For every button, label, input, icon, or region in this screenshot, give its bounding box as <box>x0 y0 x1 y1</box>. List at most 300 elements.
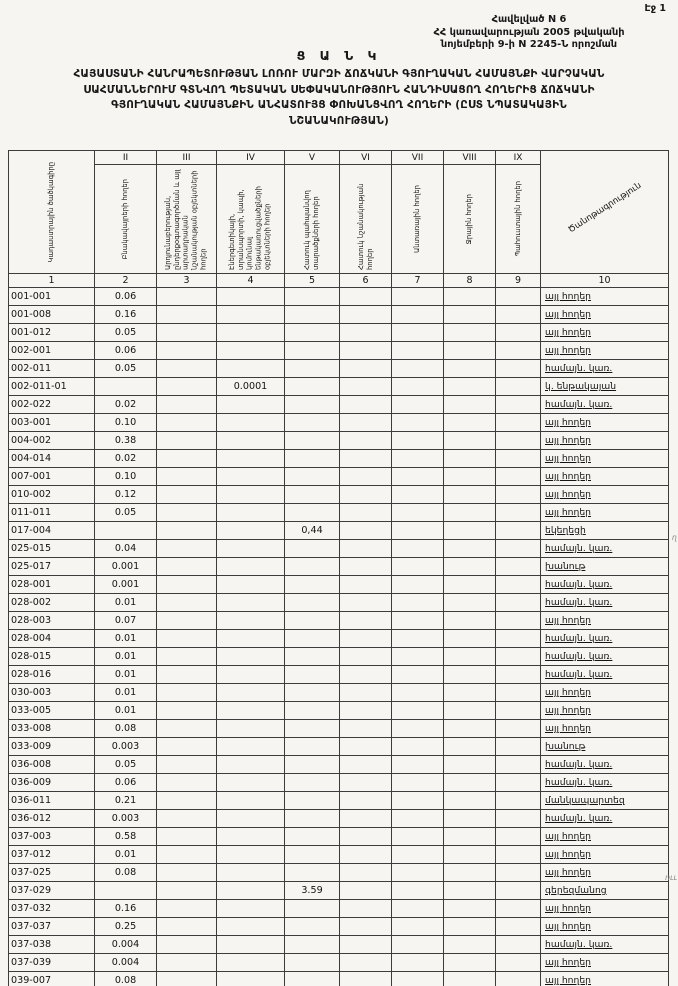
protected-land-value-cell <box>285 846 340 864</box>
table-row <box>9 792 669 810</box>
roman-numeral: II <box>95 151 157 165</box>
forest-land-value-cell <box>392 918 444 936</box>
reserve-land-value-cell <box>496 810 541 828</box>
water-land-value-cell <box>444 432 496 450</box>
table-row <box>9 594 669 612</box>
industrial-land-value-cell <box>157 738 217 756</box>
settlement-land-value-cell: 0.02 <box>95 396 157 414</box>
forest-land-value-cell <box>392 288 444 306</box>
industrial-land-value-cell <box>157 414 217 432</box>
forest-land-value-cell <box>392 396 444 414</box>
header-special-purpose-lands <box>340 165 392 274</box>
special-land-value-cell <box>340 720 392 738</box>
header-cadastral-code <box>9 151 95 274</box>
protected-land-value-cell <box>285 540 340 558</box>
industrial-land-value-cell <box>157 972 217 986</box>
forest-land-value-cell <box>392 486 444 504</box>
industrial-land-value-cell <box>157 612 217 630</box>
reserve-land-value-cell <box>496 900 541 918</box>
forest-land-value-cell <box>392 540 444 558</box>
special-land-value-cell <box>340 918 392 936</box>
special-land-value-cell <box>340 396 392 414</box>
protected-land-value-cell <box>285 666 340 684</box>
protected-land-value-cell <box>285 918 340 936</box>
forest-land-value-cell <box>392 306 444 324</box>
water-land-value-cell <box>444 378 496 396</box>
settlement-land-value-cell: 0.16 <box>95 306 157 324</box>
industrial-land-value-cell <box>157 720 217 738</box>
cadastral-code-cell: 028-016 <box>9 666 95 684</box>
table-row <box>9 702 669 720</box>
cadastral-code-cell: 025-015 <box>9 540 95 558</box>
settlement-land-value-cell: 0.06 <box>95 288 157 306</box>
note-cell: այլ հողեր <box>541 342 669 360</box>
energy-land-value-cell <box>217 342 285 360</box>
settlement-land-value-cell: 0.05 <box>95 360 157 378</box>
industrial-land-value-cell <box>157 684 217 702</box>
settlement-land-value-cell: 0.06 <box>95 342 157 360</box>
cadastral-code-cell: 039-007 <box>9 972 95 986</box>
forest-land-value-cell <box>392 522 444 540</box>
industrial-land-value-cell <box>157 342 217 360</box>
forest-land-value-cell <box>392 558 444 576</box>
cadastral-code-cell: 037-025 <box>9 864 95 882</box>
special-land-value-cell <box>340 738 392 756</box>
table-row <box>9 504 669 522</box>
industrial-land-value-cell <box>157 360 217 378</box>
water-land-value-cell <box>444 468 496 486</box>
water-land-value-cell <box>444 396 496 414</box>
special-land-value-cell <box>340 756 392 774</box>
handwritten-margin-mark: ոււ <box>664 873 677 882</box>
appendix-line: նոյեմբերի 9-ի N 2245-Ն որոշման <box>440 39 618 51</box>
special-land-value-cell <box>340 864 392 882</box>
water-land-value-cell <box>444 558 496 576</box>
industrial-land-value-cell <box>157 450 217 468</box>
protected-land-value-cell <box>285 360 340 378</box>
forest-land-value-cell <box>392 684 444 702</box>
heading-line: ՆՇԱՆԱԿՈՒԹՅԱՆ) <box>289 114 389 127</box>
note-cell: այլ հողեր <box>541 414 669 432</box>
special-land-value-cell <box>340 630 392 648</box>
roman-numeral: VI <box>340 151 392 165</box>
water-land-value-cell <box>444 900 496 918</box>
energy-land-value-cell <box>217 612 285 630</box>
settlement-land-value-cell: 0.10 <box>95 414 157 432</box>
table-row <box>9 882 669 900</box>
appendix-line: ՀՀ կառավարության 2005 թվականի <box>433 26 625 38</box>
reserve-land-value-cell <box>496 792 541 810</box>
reserve-land-value-cell <box>496 684 541 702</box>
protected-land-value-cell <box>285 558 340 576</box>
settlement-land-value-cell: 0.01 <box>95 594 157 612</box>
forest-land-value-cell <box>392 360 444 378</box>
water-land-value-cell <box>444 630 496 648</box>
reserve-land-value-cell <box>496 324 541 342</box>
energy-land-value-cell <box>217 846 285 864</box>
water-land-value-cell <box>444 882 496 900</box>
reserve-land-value-cell <box>496 306 541 324</box>
column-number: 6 <box>340 274 392 288</box>
note-cell: այլ հողեր <box>541 432 669 450</box>
special-land-value-cell <box>340 702 392 720</box>
cadastral-code-cell: 002-011 <box>9 360 95 378</box>
appendix-reference <box>388 14 670 52</box>
energy-land-value-cell <box>217 522 285 540</box>
cadastral-code-cell: 033-008 <box>9 720 95 738</box>
handwritten-margin-mark: ղ <box>671 533 677 542</box>
table-row <box>9 612 669 630</box>
settlement-land-value-cell: 0.01 <box>95 846 157 864</box>
water-land-value-cell <box>444 504 496 522</box>
cadastral-code-cell: 033-009 <box>9 738 95 756</box>
forest-land-value-cell <box>392 900 444 918</box>
industrial-land-value-cell <box>157 648 217 666</box>
table-row <box>9 432 669 450</box>
water-land-value-cell <box>444 342 496 360</box>
reserve-land-value-cell <box>496 522 541 540</box>
cadastral-code-cell: 037-032 <box>9 900 95 918</box>
cadastral-code-cell: 030-003 <box>9 684 95 702</box>
energy-land-value-cell <box>217 504 285 522</box>
energy-land-value-cell <box>217 738 285 756</box>
water-land-value-cell <box>444 288 496 306</box>
energy-land-value-cell <box>217 432 285 450</box>
forest-land-value-cell <box>392 324 444 342</box>
note-cell: կ. ենթակայան <box>541 378 669 396</box>
reserve-land-value-cell <box>496 648 541 666</box>
table-row <box>9 864 669 882</box>
protected-land-value-cell <box>285 720 340 738</box>
protected-land-value-cell <box>285 324 340 342</box>
industrial-land-value-cell <box>157 846 217 864</box>
settlement-land-value-cell: 0.01 <box>95 666 157 684</box>
table-row <box>9 486 669 504</box>
special-land-value-cell <box>340 828 392 846</box>
water-land-value-cell <box>444 612 496 630</box>
cadastral-code-cell: 037-038 <box>9 936 95 954</box>
table-row <box>9 522 669 540</box>
special-land-value-cell <box>340 954 392 972</box>
note-cell: համայն. կառ. <box>541 774 669 792</box>
protected-land-value-cell <box>285 972 340 986</box>
table-row <box>9 684 669 702</box>
table-row <box>9 972 669 986</box>
cadastral-code-cell: 002-022 <box>9 396 95 414</box>
note-cell: այլ հողեր <box>541 504 669 522</box>
settlement-land-value-cell: 0.004 <box>95 936 157 954</box>
water-land-value-cell <box>444 810 496 828</box>
protected-land-value-cell: 0,44 <box>285 522 340 540</box>
reserve-land-value-cell <box>496 486 541 504</box>
water-land-value-cell <box>444 522 496 540</box>
special-land-value-cell <box>340 360 392 378</box>
settlement-land-value-cell: 0.12 <box>95 486 157 504</box>
water-land-value-cell <box>444 540 496 558</box>
table-row <box>9 954 669 972</box>
special-land-value-cell <box>340 324 392 342</box>
energy-land-value-cell <box>217 882 285 900</box>
industrial-land-value-cell <box>157 774 217 792</box>
protected-land-value-cell <box>285 936 340 954</box>
reserve-land-value-cell <box>496 630 541 648</box>
forest-land-value-cell <box>392 774 444 792</box>
settlement-land-value-cell: 0.04 <box>95 540 157 558</box>
special-land-value-cell <box>340 306 392 324</box>
header-reserve-lands <box>496 165 541 274</box>
water-land-value-cell <box>444 702 496 720</box>
energy-land-value-cell <box>217 666 285 684</box>
industrial-land-value-cell <box>157 918 217 936</box>
energy-land-value-cell <box>217 702 285 720</box>
energy-land-value-cell <box>217 306 285 324</box>
note-cell: այլ հողեր <box>541 288 669 306</box>
table-row <box>9 450 669 468</box>
industrial-land-value-cell <box>157 504 217 522</box>
industrial-land-value-cell <box>157 828 217 846</box>
cadastral-code-cell: 037-012 <box>9 846 95 864</box>
note-cell: համայն. կառ. <box>541 936 669 954</box>
special-land-value-cell <box>340 900 392 918</box>
settlement-land-value-cell: 0.05 <box>95 324 157 342</box>
protected-land-value-cell <box>285 900 340 918</box>
note-cell: այլ հողեր <box>541 468 669 486</box>
forest-land-value-cell <box>392 432 444 450</box>
table-row <box>9 558 669 576</box>
forest-land-value-cell <box>392 450 444 468</box>
water-land-value-cell <box>444 486 496 504</box>
table-row <box>9 774 669 792</box>
header-note <box>541 151 669 274</box>
header-industrial-lands <box>157 165 217 274</box>
table-row <box>9 468 669 486</box>
special-land-value-cell <box>340 972 392 986</box>
forest-land-value-cell <box>392 882 444 900</box>
water-land-value-cell <box>444 450 496 468</box>
protected-land-value-cell <box>285 576 340 594</box>
industrial-land-value-cell <box>157 306 217 324</box>
energy-land-value-cell: 0.0001 <box>217 378 285 396</box>
protected-land-value-cell <box>285 792 340 810</box>
protected-land-value-cell <box>285 630 340 648</box>
table-row <box>9 342 669 360</box>
industrial-land-value-cell <box>157 936 217 954</box>
industrial-land-value-cell <box>157 864 217 882</box>
protected-land-value-cell <box>285 342 340 360</box>
energy-land-value-cell <box>217 558 285 576</box>
energy-land-value-cell <box>217 972 285 986</box>
column-number: 7 <box>392 274 444 288</box>
settlement-land-value-cell: 0.16 <box>95 900 157 918</box>
reserve-land-value-cell <box>496 360 541 378</box>
settlement-land-value-cell: 0.08 <box>95 864 157 882</box>
forest-land-value-cell <box>392 864 444 882</box>
special-land-value-cell <box>340 288 392 306</box>
protected-land-value-cell <box>285 288 340 306</box>
protected-land-value-cell <box>285 954 340 972</box>
reserve-land-value-cell <box>496 666 541 684</box>
note-cell: մանկապարտեզ <box>541 792 669 810</box>
note-cell: այլ հողեր <box>541 450 669 468</box>
note-cell: համայն. կառ. <box>541 756 669 774</box>
settlement-land-value-cell: 0.58 <box>95 828 157 846</box>
special-land-value-cell <box>340 540 392 558</box>
protected-land-value-cell <box>285 306 340 324</box>
table-row <box>9 810 669 828</box>
forest-land-value-cell <box>392 666 444 684</box>
note-cell: համայն. կառ. <box>541 594 669 612</box>
protected-land-value-cell <box>285 432 340 450</box>
note-cell: այլ հողեր <box>541 954 669 972</box>
note-cell: այլ հողեր <box>541 864 669 882</box>
header-forest-lands <box>392 165 444 274</box>
reserve-land-value-cell <box>496 936 541 954</box>
cadastral-code-cell: 036-012 <box>9 810 95 828</box>
industrial-land-value-cell <box>157 900 217 918</box>
water-land-value-cell <box>444 918 496 936</box>
header-label: Էներգետիկայի, տրանսպորտի, կապի, կոմունալ ենթակառուցվածքների օբյեկտների հողեր <box>228 186 272 270</box>
special-land-value-cell <box>340 468 392 486</box>
energy-land-value-cell <box>217 540 285 558</box>
note-cell: համայն. կառ. <box>541 666 669 684</box>
settlement-land-value-cell <box>95 882 157 900</box>
column-number: 10 <box>541 274 669 288</box>
protected-land-value-cell <box>285 810 340 828</box>
energy-land-value-cell <box>217 486 285 504</box>
water-land-value-cell <box>444 774 496 792</box>
special-land-value-cell <box>340 648 392 666</box>
water-land-value-cell <box>444 720 496 738</box>
reserve-land-value-cell <box>496 432 541 450</box>
reserve-land-value-cell <box>496 864 541 882</box>
energy-land-value-cell <box>217 684 285 702</box>
industrial-land-value-cell <box>157 882 217 900</box>
note-cell: համայն. կառ. <box>541 648 669 666</box>
cadastral-code-cell: 007-001 <box>9 468 95 486</box>
roman-numeral: IX <box>496 151 541 165</box>
water-land-value-cell <box>444 306 496 324</box>
water-land-value-cell <box>444 360 496 378</box>
water-land-value-cell <box>444 864 496 882</box>
column-number: 5 <box>285 274 340 288</box>
energy-land-value-cell <box>217 360 285 378</box>
special-land-value-cell <box>340 576 392 594</box>
forest-land-value-cell <box>392 342 444 360</box>
energy-land-value-cell <box>217 864 285 882</box>
settlement-land-value-cell: 0.06 <box>95 774 157 792</box>
cadastral-code-cell: 028-002 <box>9 594 95 612</box>
table-row <box>9 540 669 558</box>
cadastral-code-cell: 028-004 <box>9 630 95 648</box>
special-land-value-cell <box>340 810 392 828</box>
reserve-land-value-cell <box>496 342 541 360</box>
note-cell: այլ հողեր <box>541 612 669 630</box>
settlement-land-value-cell: 0.25 <box>95 918 157 936</box>
water-land-value-cell <box>444 792 496 810</box>
forest-land-value-cell <box>392 612 444 630</box>
energy-land-value-cell <box>217 936 285 954</box>
header-water-lands <box>444 165 496 274</box>
note-cell: այլ հողեր <box>541 828 669 846</box>
special-land-value-cell <box>340 414 392 432</box>
forest-land-value-cell <box>392 810 444 828</box>
document-title: Ց Ա Ն Կ <box>296 48 382 63</box>
settlement-land-value-cell: 0.01 <box>95 684 157 702</box>
table-row <box>9 630 669 648</box>
note-cell: եկեղեցի <box>541 522 669 540</box>
reserve-land-value-cell <box>496 576 541 594</box>
cadastral-code-cell: 003-001 <box>9 414 95 432</box>
energy-land-value-cell <box>217 630 285 648</box>
special-land-value-cell <box>340 522 392 540</box>
settlement-land-value-cell: 0.10 <box>95 468 157 486</box>
industrial-land-value-cell <box>157 810 217 828</box>
reserve-land-value-cell <box>496 738 541 756</box>
forest-land-value-cell <box>392 828 444 846</box>
note-cell: այլ հողեր <box>541 900 669 918</box>
cadastral-code-cell: 017-004 <box>9 522 95 540</box>
reserve-land-value-cell <box>496 558 541 576</box>
energy-land-value-cell <box>217 720 285 738</box>
protected-land-value-cell <box>285 864 340 882</box>
reserve-land-value-cell <box>496 504 541 522</box>
forest-land-value-cell <box>392 792 444 810</box>
forest-land-value-cell <box>392 954 444 972</box>
cadastral-code-cell: 001-008 <box>9 306 95 324</box>
reserve-land-value-cell <box>496 414 541 432</box>
forest-land-value-cell <box>392 504 444 522</box>
water-land-value-cell <box>444 594 496 612</box>
energy-land-value-cell <box>217 792 285 810</box>
roman-numeral-row <box>9 151 669 165</box>
roman-numeral: VIII <box>444 151 496 165</box>
energy-land-value-cell <box>217 414 285 432</box>
table-row <box>9 918 669 936</box>
forest-land-value-cell <box>392 720 444 738</box>
industrial-land-value-cell <box>157 594 217 612</box>
protected-land-value-cell <box>285 684 340 702</box>
table-row <box>9 666 669 684</box>
settlement-land-value-cell <box>95 522 157 540</box>
note-cell: համայն. կառ. <box>541 360 669 378</box>
reserve-land-value-cell <box>496 378 541 396</box>
heading-line: ԳՅՈՒՂԱԿԱՆ ՀԱՄԱՅՆՔԻՆ ԱՆՀԱՏՈՒՅՑ ՓՈԽԱՆՑՎՈՂ ՀՈՂԵՐԻ (ԸՍՏ ՆՊԱՏԱԿԱՅԻՆ <box>111 99 567 112</box>
cadastral-code-cell: 037-003 <box>9 828 95 846</box>
reserve-land-value-cell <box>496 828 541 846</box>
document-heading <box>19 67 659 129</box>
industrial-land-value-cell <box>157 396 217 414</box>
reserve-land-value-cell <box>496 774 541 792</box>
note-cell: համայն. կառ. <box>541 630 669 648</box>
reserve-land-value-cell <box>496 918 541 936</box>
settlement-land-value-cell: 0.001 <box>95 576 157 594</box>
header-label: Անտառային հողեր <box>413 185 422 253</box>
header-settlement-lands <box>95 165 157 274</box>
table-row <box>9 738 669 756</box>
water-land-value-cell <box>444 756 496 774</box>
header-energy-transport-lands <box>217 165 285 274</box>
industrial-land-value-cell <box>157 288 217 306</box>
table-row <box>9 360 669 378</box>
forest-land-value-cell <box>392 594 444 612</box>
industrial-land-value-cell <box>157 486 217 504</box>
settlement-land-value-cell: 0.001 <box>95 558 157 576</box>
forest-land-value-cell <box>392 702 444 720</box>
cadastral-code-cell: 036-009 <box>9 774 95 792</box>
energy-land-value-cell <box>217 396 285 414</box>
industrial-land-value-cell <box>157 576 217 594</box>
protected-land-value-cell <box>285 468 340 486</box>
